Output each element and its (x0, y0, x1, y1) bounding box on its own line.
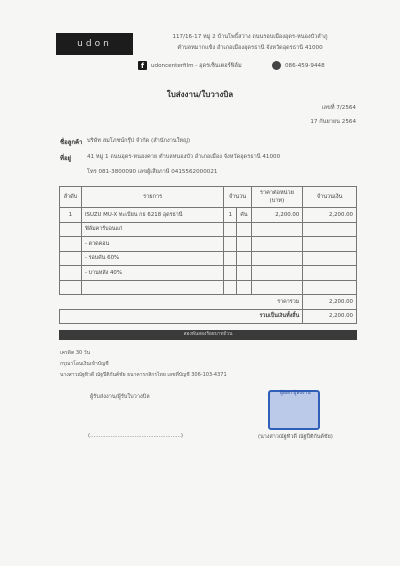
header-amount: จำนวนเงิน (303, 187, 357, 208)
company-phone: 086-459-9448 (285, 62, 325, 69)
table-row (60, 208, 357, 223)
table-row (60, 251, 357, 266)
table-row (60, 280, 357, 295)
stamp-text: ผู้ออก ผู้ส่งงาน (280, 390, 311, 396)
row-no: 1 (60, 208, 82, 223)
document-number: เลขที่ 7/2564 (321, 105, 356, 111)
header-unit-price: ราคาต่อหน่วย (บาท) (251, 187, 303, 208)
items-table (59, 186, 357, 324)
row-description: - บานหลัง 40% (81, 266, 223, 281)
row-amount: 2,200.00 (303, 208, 357, 223)
receiver-signature-line: (.....................................................) (88, 433, 184, 439)
document-date: 17 กันยายน 2564 (310, 119, 356, 125)
company-address (150, 32, 350, 54)
subtotal-row (60, 295, 357, 310)
address-line-1: 117/16-17 หมู่ 2 บ้านโพธิ์สว่าง ถนนรอบเมืองอุดร-หนองบัวลำภู (172, 34, 328, 40)
customer-address-label: ที่อยู่ (60, 155, 72, 162)
header-description: รายการ (81, 187, 223, 208)
company-logo: udon (56, 33, 133, 55)
table-row (60, 266, 357, 281)
facebook-name: udoncenterfilm - อุดรเซ็นเตอร์ฟิล์ม (151, 62, 242, 69)
facebook-icon: f (138, 61, 147, 70)
bank-intro: กรุณาโอนเงินเข้าบัญชี (60, 361, 109, 367)
total-label: รวมเป็นเงินทั้งสิ้น (60, 309, 303, 324)
issuer-name: (นางสาวณัฐทิวดี ณัฐปีติกันต์ชัย) (258, 434, 333, 440)
table-header-row (60, 187, 357, 208)
phone-icon (272, 61, 281, 70)
row-description: ISUZU MU-X ทะเบียน กธ 6218 อุดรธานี (81, 208, 223, 223)
phone-contact (272, 61, 325, 70)
table-row (60, 222, 357, 237)
header-no: ลำดับ (60, 187, 82, 208)
payment-notes (60, 348, 227, 381)
customer-address: 41 หมู่ 1 ถนนอุดร-หนองคาย ตำบลหนองบัว อำเภอเมือง จังหวัดอุดรธานี 41000 (87, 154, 281, 160)
facebook-contact (138, 61, 242, 70)
total-in-words: สองพันสองร้อยบาทถ้วน (59, 330, 357, 340)
customer-name: บริษัท สมโภชน์กรุ๊ป จำกัด (สำนักงานใหญ่) (87, 138, 191, 144)
document-title: ใบส่งงาน/ใบวางบิล (166, 90, 234, 99)
table-row (60, 237, 357, 252)
row-description: - รอบคัน 60% (81, 251, 223, 266)
row-description: - ดาดคอน (81, 237, 223, 252)
row-unit: คัน (237, 208, 251, 223)
receiver-label: ผู้รับส่งงาน/ผู้รับใบวางบิล (90, 394, 150, 400)
total-row (60, 309, 357, 324)
customer-name-label: ชื่อลูกค้า (60, 139, 83, 146)
address-line-2: ตำบลหมากแข้ง อำเภอเมืองอุดรธานี จังหวัดอุดรธานี 41000 (177, 45, 323, 51)
total-value: 2,200.00 (303, 309, 357, 324)
header-quantity: จำนวน (224, 187, 251, 208)
credit-terms: เครดิต 30 วัน (60, 350, 90, 356)
row-description: ฟิล์มคาร์บอนแก่ (81, 222, 223, 237)
subtotal-label: ราคารวม (60, 295, 303, 310)
customer-phone-tax: โทร 081-3800090 เลขผู้เสียภาษี 0415562000021 (87, 169, 218, 175)
bank-account: นางสาวณัฐทิวดี ณัฐปีติกันต์ชัย ธนาคารกสิกรไทย เลขที่บัญชี 306-103-4371 (60, 372, 227, 378)
row-qty: 1 (224, 208, 237, 223)
subtotal-value: 2,200.00 (303, 295, 357, 310)
row-price: 2,200.00 (251, 208, 303, 223)
